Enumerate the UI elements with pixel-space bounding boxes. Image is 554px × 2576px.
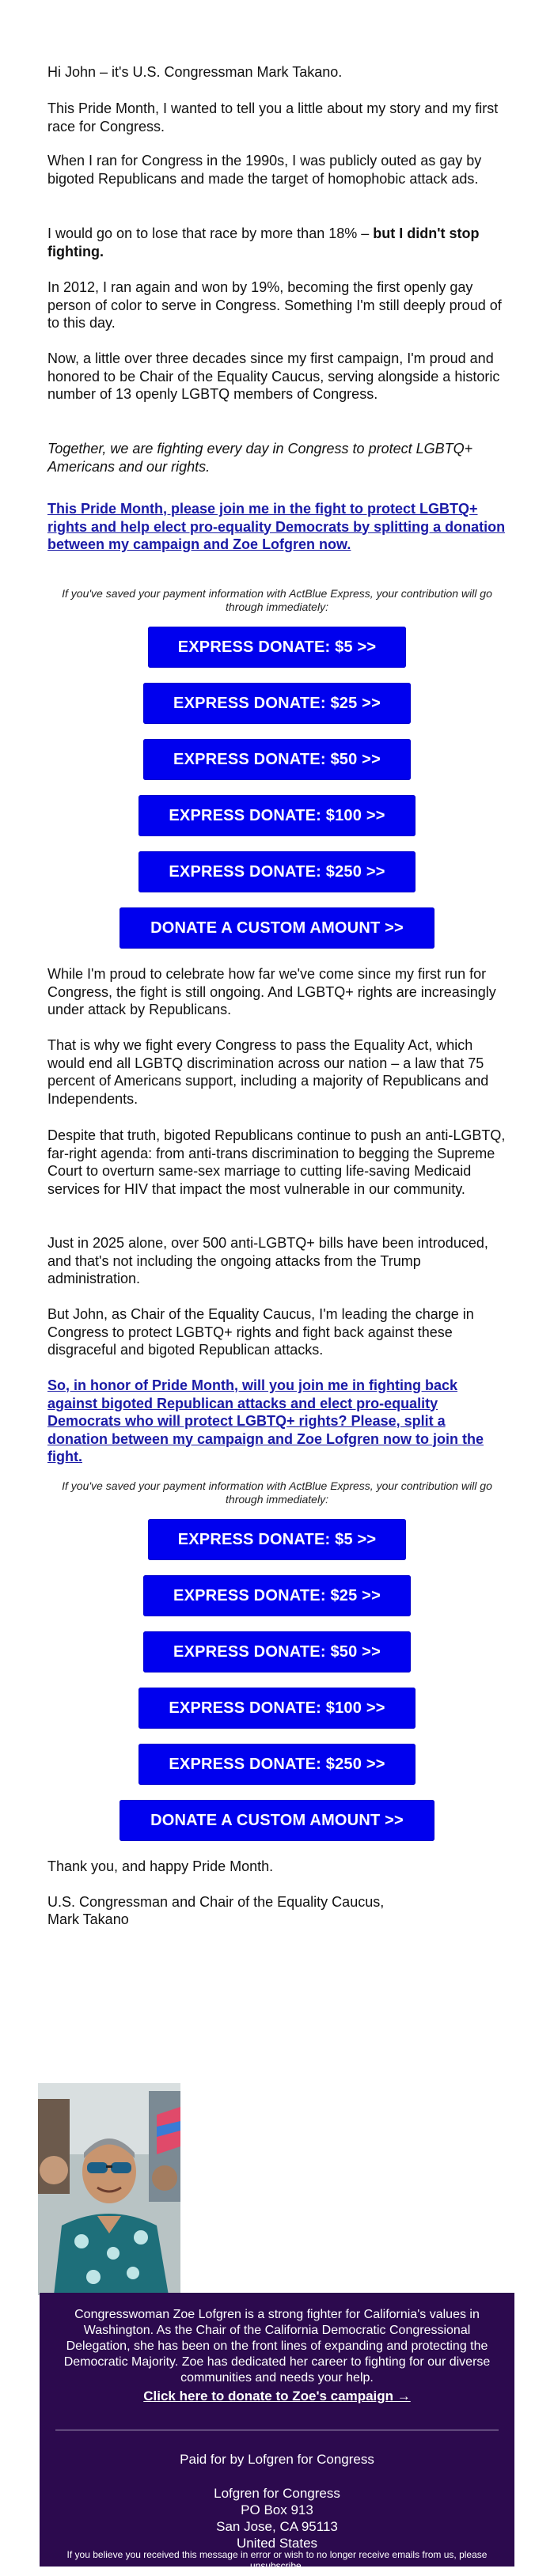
express-donate-5-button-2[interactable]: EXPRESS DONATE: $5 >>	[148, 1519, 406, 1560]
signature-title: U.S. Congressman and Chair of the Equality Caucus,	[47, 1894, 385, 1910]
paragraph-anti-lgbtq-agenda: Despite that truth, bigoted Republicans continue to push an anti-LGBTQ, far-right agenda: from anti-trans discrimination to begging the Supreme Court to overturn same-sex marriage to cutting life-saving Medicaid services for HIV that impact the most vulnerable in our community.	[47, 1127, 506, 1197]
donate-custom-amount-button-1[interactable]: DONATE A CUSTOM AMOUNT >>	[120, 907, 434, 949]
address-line: Lofgren for Congress	[214, 2486, 340, 2501]
paragraph-together	[47, 440, 507, 475]
thanks-line: Thank you, and happy Pride Month.	[47, 1858, 274, 1874]
express-donate-50-button-2[interactable]: EXPRESS DONATE: $50 >>	[143, 1631, 411, 1673]
footer-bio: Congresswoman Zoe Lofgren is a strong fighter for California's values in Washington. As the Chair of the California Democratic Congressional Delegation, she has been on the front lines of expanding and protecting the Democratic Majority. Zoe has dedicated her career to fighting for our diverse communities and needs your help.	[63, 2308, 491, 2385]
address-line: PO Box 913	[241, 2502, 313, 2517]
address-line: United States	[236, 2536, 318, 2551]
donate-to-zoe-link[interactable]: Click here to donate to Zoe's campaign →	[143, 2388, 411, 2404]
express-donate-25-button-2[interactable]: EXPRESS DONATE: $25 >>	[143, 1575, 411, 1616]
express-donate-250-button-1[interactable]: EXPRESS DONATE: $250 >>	[138, 851, 416, 892]
paid-for-by: Paid for by Lofgren for Congress	[180, 2452, 374, 2467]
unsubscribe-notice[interactable]: If you believe you received this message in error or wish to no longer receive emails from us, please unsubscribe.	[66, 2549, 488, 2571]
express-donate-5-button-1[interactable]: EXPRESS DONATE: $5 >>	[148, 627, 406, 668]
paragraph-still-ongoing: While I'm proud to celebrate how far we've come since my first run for Congress, the fight is still ongoing. And LGBTQ+ rights are increasingly under attack by Republicans.	[47, 966, 496, 1017]
express-donate-250-button-2[interactable]: EXPRESS DONATE: $250 >>	[138, 1744, 416, 1785]
express-donate-50-button-1[interactable]: EXPRESS DONATE: $50 >>	[143, 739, 411, 780]
express-donate-100-button-2[interactable]: EXPRESS DONATE: $100 >>	[138, 1688, 416, 1729]
greeting: Hi John – it's U.S. Congressman Mark Takano.	[47, 64, 343, 80]
mailing-address	[55, 2485, 499, 2551]
congressman-photo	[38, 2083, 180, 2295]
photo-illustration	[38, 2083, 180, 2295]
paragraph-2025-bills: Just in 2025 alone, over 500 anti-LGBTQ+ bills have been introduced, and that's not including the ongoing attacks from the Trump administration.	[47, 1235, 488, 1286]
signature-name: Mark Takano	[47, 1911, 129, 1927]
actblue-note-2: If you've saved your payment information with ActBlue Express, your contribution will go through immediately:	[62, 1479, 492, 1506]
actblue-note-1: If you've saved your payment information with ActBlue Express, your contribution will go through immediately:	[62, 587, 492, 613]
express-donate-25-button-1[interactable]: EXPRESS DONATE: $25 >>	[143, 683, 411, 724]
paragraph-leading-charge: But John, as Chair of the Equality Caucus, I'm leading the charge in Congress to protect LGBTQ+ rights and fight back against these disgraceful and bigoted Republican attacks.	[47, 1306, 474, 1358]
donate-custom-amount-button-2[interactable]: DONATE A CUSTOM AMOUNT >>	[120, 1800, 434, 1841]
cta-link-2[interactable]: So, in honor of Pride Month, will you join me in fighting back against bigoted Republican attacks and elect pro-equality Democrats who will protect LGBTQ+ rights? Please, split a donation between my campaign and Zoe Lofgren now to join the fight.	[47, 1377, 484, 1464]
lost-race-text: I would go on to lose that race by more than 18% –	[47, 225, 374, 241]
paragraph-2012-win: In 2012, I ran again and won by 19%, becoming the first openly gay person of color to serve in Congress. Something I'm still deeply proud of to this day.	[47, 279, 502, 331]
address-line: San Jose, CA 95113	[216, 2519, 338, 2534]
express-donate-100-button-1[interactable]: EXPRESS DONATE: $100 >>	[138, 795, 416, 836]
paragraph-lost-race	[47, 225, 507, 260]
footer	[40, 2293, 514, 2571]
didnt-stop-fighting-text: but I didn't stop fighting.	[47, 225, 480, 259]
paragraph-equality-act: That is why we fight every Congress to pass the Equality Act, which would end all LGBTQ discrimination across our nation – a law that 75 percent of Americans support, including a majority of Republicans and Independents.	[47, 1037, 489, 1107]
together-text: Together, we are fighting every day in Congress to protect LGBTQ+ Americans and our rights.	[47, 441, 473, 475]
paragraph-pride-month: This Pride Month, I wanted to tell you a little about my story and my first race for Congress.	[47, 100, 499, 134]
cta-link-1[interactable]: This Pride Month, please join me in the fight to protect LGBTQ+ rights and help elect pro-equality Democrats by splitting a donation between my campaign and Zoe Lofgren now.	[47, 501, 506, 552]
paragraph-equality-caucus: Now, a little over three decades since my first campaign, I'm proud and honored to be Chair of the Equality Caucus, serving alongside a historic number of 13 openly LGBTQ members of Congress.	[47, 350, 500, 402]
paragraph-first-race: When I ran for Congress in the 1990s, I was publicly outed as gay by bigoted Republicans and made the target of homophobic attack ads.	[47, 153, 482, 187]
